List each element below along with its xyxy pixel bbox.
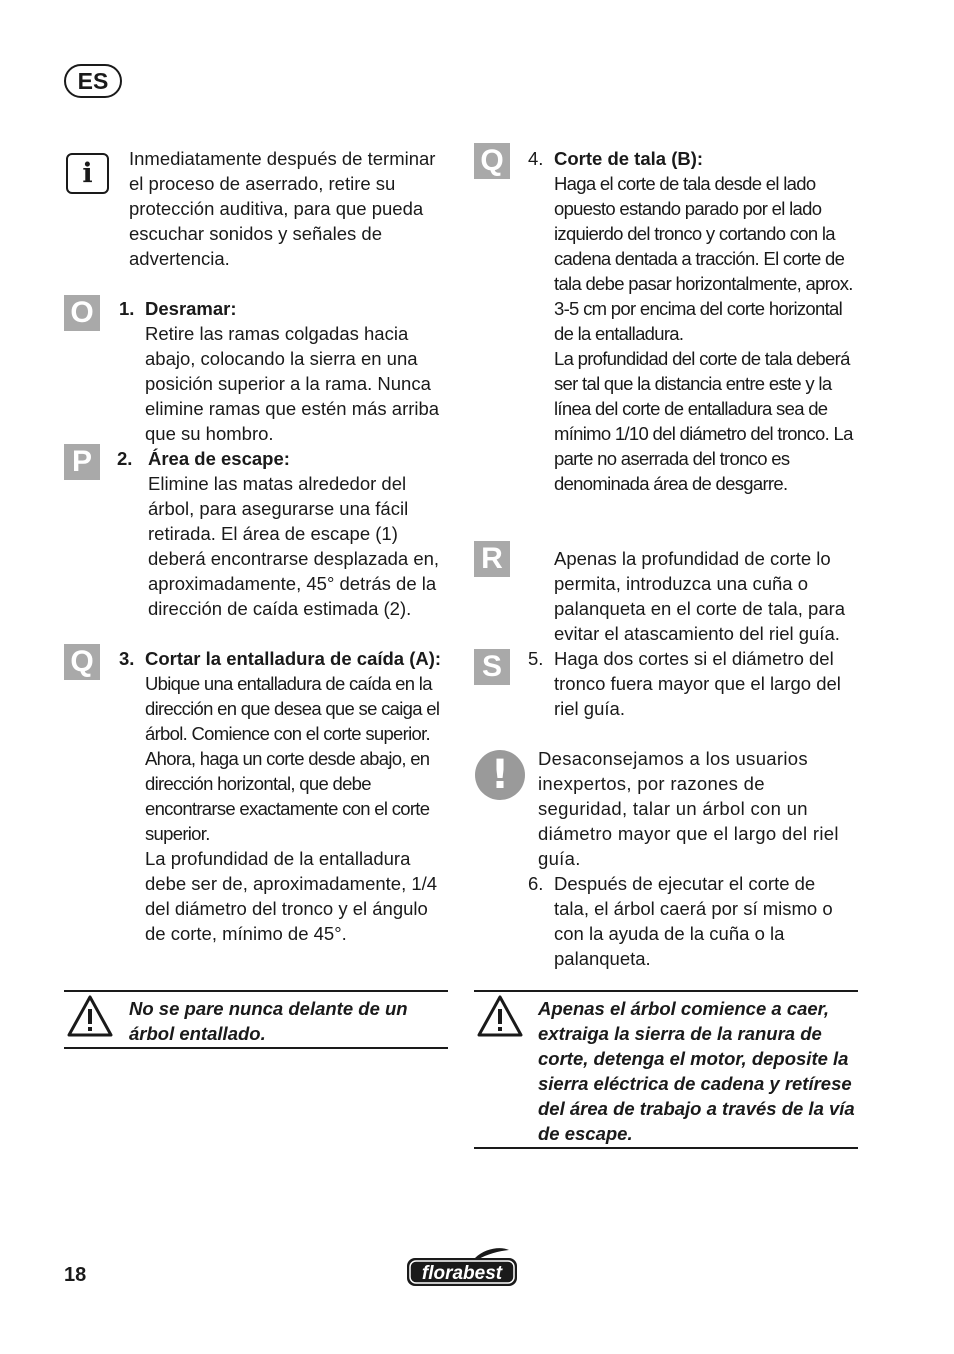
warning-triangle-icon (66, 994, 114, 1038)
step-3-body: Ubique una entalladura de caída en la dirección en que desea que se caiga el árbol. Comience con el corte superior. Ahora, haga un corte desde abajo, en dirección horizontal, que debe encontrarse exactamente con el corte superior. (145, 673, 440, 844)
warning-rule-bottom (64, 1047, 448, 1049)
step-4-body: Haga el corte de tala desde el lado opuesto estando parado por el lado izquierdo del tronco y cortando con la cadena dentada a tracción. El corte de tala debe pasar horizontalmente, aprox. 3-5 cm por encima del corte horizontal de la entalladura. (554, 173, 853, 344)
step-2-title: Área de escape: (148, 448, 290, 469)
step-1 (145, 296, 445, 446)
step-3-number: 3. (119, 648, 135, 669)
florabest-logo (405, 1248, 519, 1290)
info-icon: i (66, 153, 109, 194)
step-1-number: 1. (119, 298, 135, 319)
warning-text-1: No se pare nunca delante de un árbol entallado. (129, 998, 408, 1044)
step-3-body-2: La profundidad de la entalladura debe ser de, aproximadamente, 1/4 del diámetro del tronco y el ángulo de corte, mínimo de 45°. (145, 848, 438, 944)
step-r-body: Apenas la profundidad de corte lo permita, introduzca una cuña o palanqueta en el corte de tala, para evitar el atascamiento del riel guía. (554, 548, 846, 644)
step-6-body: Después de ejecutar el corte de tala, el árbol caerá por sí mismo o con la ayuda de la cuña o la palanqueta. (554, 873, 833, 969)
step-4-title: Corte de tala (B): (554, 148, 704, 169)
step-4-number: 4. (528, 148, 544, 169)
exclamation-icon: ! (475, 750, 525, 800)
step-badge-q: Q (64, 644, 100, 680)
step-6-number: 6. (528, 873, 544, 894)
info-note-text: Inmediatamente después de terminar el proceso de aserrado, retire su protección auditiva, para que pueda escuchar sonidos y señales de advertencia. (129, 148, 436, 269)
step-2-body: Elimine las matas alrededor del árbol, para asegurarse una fácil retirada. El área de escape (1) deberá encontrarse desplazada en, aproximadamente, 45° detrás de la dirección de caída estimada (2). (148, 473, 440, 619)
step-2-number: 2. (117, 448, 133, 469)
step-badge-o: O (64, 295, 100, 331)
step-5-body: Haga dos cortes si el diámetro del tronco fuera mayor que el largo del riel guía. (554, 648, 841, 719)
page-number: 18 (64, 1264, 87, 1286)
step-3 (145, 646, 448, 946)
warning-rule-bottom-2 (474, 1147, 858, 1149)
warning-rule-top (64, 990, 448, 992)
warning-text-2: Apenas el árbol comience a caer, extraiga la sierra de la ranura de corte, detenga el motor, deposite la sierra eléctrica de cadena y retírese del área de trabajo a través de la vía de escape. (538, 998, 855, 1144)
step-badge-r: R (474, 541, 510, 577)
language-badge: ES (64, 64, 122, 98)
warning-triangle-icon (476, 994, 524, 1038)
step-1-body: Retire las ramas colgadas hacia abajo, colocando la sierra en una posición superior a la rama. Nunca elimine ramas que estén más arriba que su hombro. (145, 323, 440, 444)
step-3-title: Cortar la entalladura de caída (A): (145, 648, 442, 669)
svg-text:florabest: florabest (421, 1263, 503, 1284)
step-5-number: 5. (528, 648, 544, 669)
step-1-title: Desramar: (145, 298, 237, 319)
danger-note-text: Desaconsejamos a los usuarios inexpertos, por razones de seguridad, talar un árbol con un diámetro mayor que el largo del riel guía. (538, 748, 839, 869)
step-4-body-2: La profundidad del corte de tala deberá ser tal que la distancia entre este y la línea del corte de entalladura sea de mínimo 1/10 del diámetro del tronco. La parte no aserrada del tronco es denominada área de desgarre. (554, 348, 853, 494)
step-badge-s: S (474, 649, 510, 685)
warning-rule-top-2 (474, 990, 858, 992)
step-badge-q-2: Q (474, 143, 510, 179)
step-4 (554, 146, 859, 496)
step-badge-p: P (64, 444, 100, 480)
step-2 (148, 446, 446, 621)
